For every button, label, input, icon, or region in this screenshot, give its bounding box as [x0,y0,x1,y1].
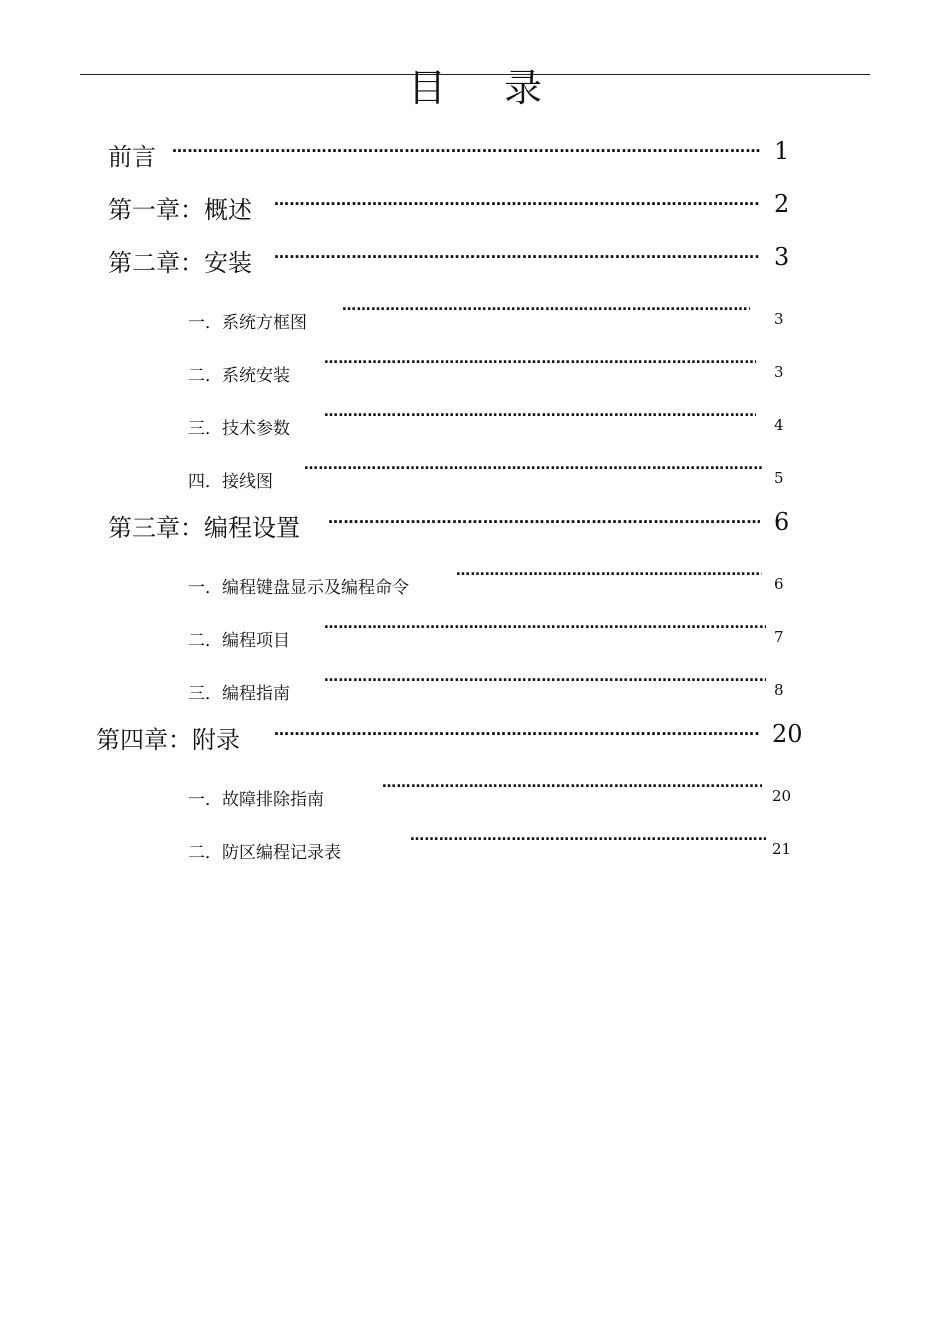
toc-leader-dots [328,509,760,527]
toc-entry-label: 三．编程指南 [188,684,290,704]
toc-entry-label: 一．故障排除指南 [188,790,324,810]
toc-leader-dots [274,191,760,209]
toc-entry-label: 第四章：附录 [96,726,240,754]
title-char-1: 目 [407,66,446,110]
toc-leader-dots [304,457,762,473]
toc-entry-label: 二．系统安装 [188,366,290,386]
toc-entry-label: 第二章：安装 [108,249,252,277]
toc-leader-dots [342,298,750,314]
toc-leader-dots [324,669,766,685]
toc-entry-label: 二．防区编程记录表 [188,843,341,863]
title-char-2: 录 [504,66,543,110]
toc-entry-page: 6 [774,508,790,536]
toc-entry-label: 一．系统方框图 [188,313,307,333]
toc-leader-dots [410,828,766,844]
toc-entry-page: 21 [772,840,792,858]
toc-leader-dots [274,244,760,262]
toc-leader-dots [172,138,760,156]
toc-entry-label: 第三章：编程设置 [108,514,300,542]
toc-leader-dots [274,721,760,739]
toc-entry-page: 8 [774,681,784,699]
toc-entry-page: 7 [774,628,784,646]
toc-entry-label: 第一章：概述 [108,196,252,224]
toc-leader-dots [456,563,762,579]
toc-entry-page: 4 [774,416,784,434]
toc-entry-label: 二．编程项目 [188,631,290,651]
toc-entry-label: 一．编程键盘显示及编程命令 [188,578,409,598]
toc-entry-page: 3 [774,243,790,271]
page-title [0,64,950,112]
toc-entry-page: 6 [774,575,784,593]
toc-leader-dots [382,775,762,791]
toc-entry-page: 3 [774,310,784,328]
toc-entry-page: 5 [774,469,784,487]
toc-entry-page: 1 [774,137,790,165]
toc-entry-page: 2 [774,190,790,218]
toc-entry-label: 前言 [108,143,156,171]
toc-entry-page: 3 [774,363,784,381]
toc-entry-page: 20 [772,720,803,748]
toc-entry-page: 20 [772,787,792,805]
toc-leader-dots [324,351,756,367]
toc-entry-label: 三．技术参数 [188,419,290,439]
toc-entry-label: 四．接线图 [188,472,273,492]
toc-leader-dots [324,616,766,632]
toc-leader-dots [324,404,756,420]
